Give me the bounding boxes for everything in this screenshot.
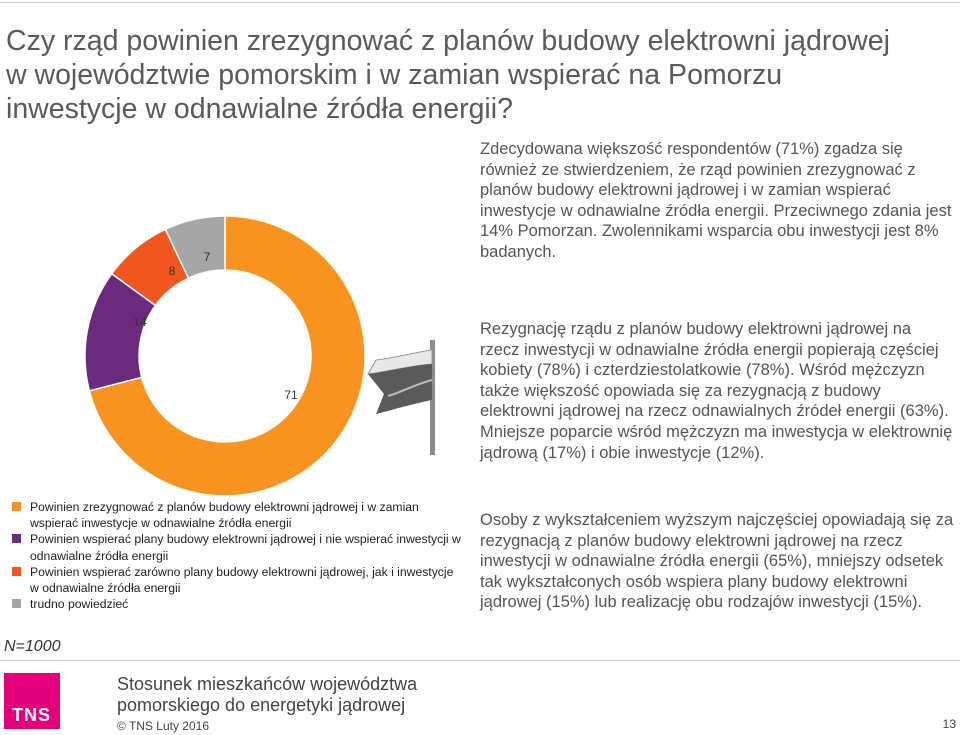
page-title: Czy rząd powinien zrezygnować z planów budowy elektrowni jądrowej w województwie pomorskim i w zamian wspierać na Pomorzu inwestycje w odnawialne źródła energii?	[6, 25, 890, 125]
data-label: 14	[133, 315, 147, 330]
chart-legend	[12, 499, 462, 612]
data-label: 71	[284, 388, 298, 403]
logo-text: TNS	[12, 705, 51, 725]
legend-item-both	[12, 564, 462, 596]
legend-label: trudno powiedzieć	[30, 597, 129, 612]
legend-label: Powinien zrezygnować z planów budowy elektrowni jądrowej i w zamian wspierać inwestycje w odnawialne źródła energii	[30, 500, 419, 531]
legend-swatch	[12, 567, 21, 576]
legend-label: Powinien wspierać plany budowy elektrowni jądrowej i nie wspierać inwestycji w odnawialne źródła energii	[30, 532, 461, 563]
sample-size: N=1000	[4, 638, 61, 655]
footer-divider	[0, 660, 960, 661]
legend-item-renewables	[12, 499, 462, 531]
logo-icon	[4, 673, 60, 729]
summary-paragraph: Zdecydowana większość respondentów (71%) zgadza się również ze stwierdzeniem, że rząd powinien zrezygnować z planów budowy elektrowni jądrowej i w zamian wspierać inwestycje w odnawialne źródła energii. Przeciwnego zdania jest 14% Pomorzan. Zwolennikami wsparcia obu inwestycji jest 8% badanych.	[480, 140, 952, 261]
education-paragraph: Osoby z wykształceniem wyższym najczęściej opowiadają się za rezygnacją z planów budowy elektrowni jądrowej na rzecz inwestycji w odnawialne źródła energii (65%), mniejszy odsetek tak wykształconych osób wspiera plany budowy elektrowni jądrowej (15%) lub realizację obu rodzajów inwestycji (15%).	[480, 511, 954, 612]
data-label: 8	[168, 264, 176, 279]
legend-item-dont-know	[12, 596, 462, 612]
copyright: © TNS Luty 2016	[117, 719, 210, 733]
gender-paragraph: Rezygnację rządu z planów budowy elektrowni jądrowej na rzecz inwestycji w odnawialne źródła energii popierają częściej kobiety (78%) i czterdziestolatkowie (78%). Wśród mężczyzn także większość opowiada się za rezygnacją z budowy elektrowni jądrowej na rzecz odnawialnych źródeł energii (63%). Mniejsze poparcie wśród mężczyzn ma inwestycja w elektrownię jądrową (17%) i obie inwestycje (12%).	[480, 320, 953, 462]
flag-icon	[366, 340, 456, 455]
page-number: 13	[942, 717, 956, 731]
legend-swatch	[12, 534, 21, 543]
legend-label: Powinien wspierać zarówno plany budowy elektrowni jądrowej, jak i inwestycje w odnawialne źródła energii	[30, 564, 454, 596]
legend-item-nuclear	[12, 531, 462, 563]
footer-title: Stosunek mieszkańców województwa pomorskiego do energetyki jądrowej	[117, 674, 418, 715]
legend-swatch	[12, 502, 21, 511]
legend-swatch	[12, 599, 21, 608]
data-label: 7	[203, 250, 211, 265]
